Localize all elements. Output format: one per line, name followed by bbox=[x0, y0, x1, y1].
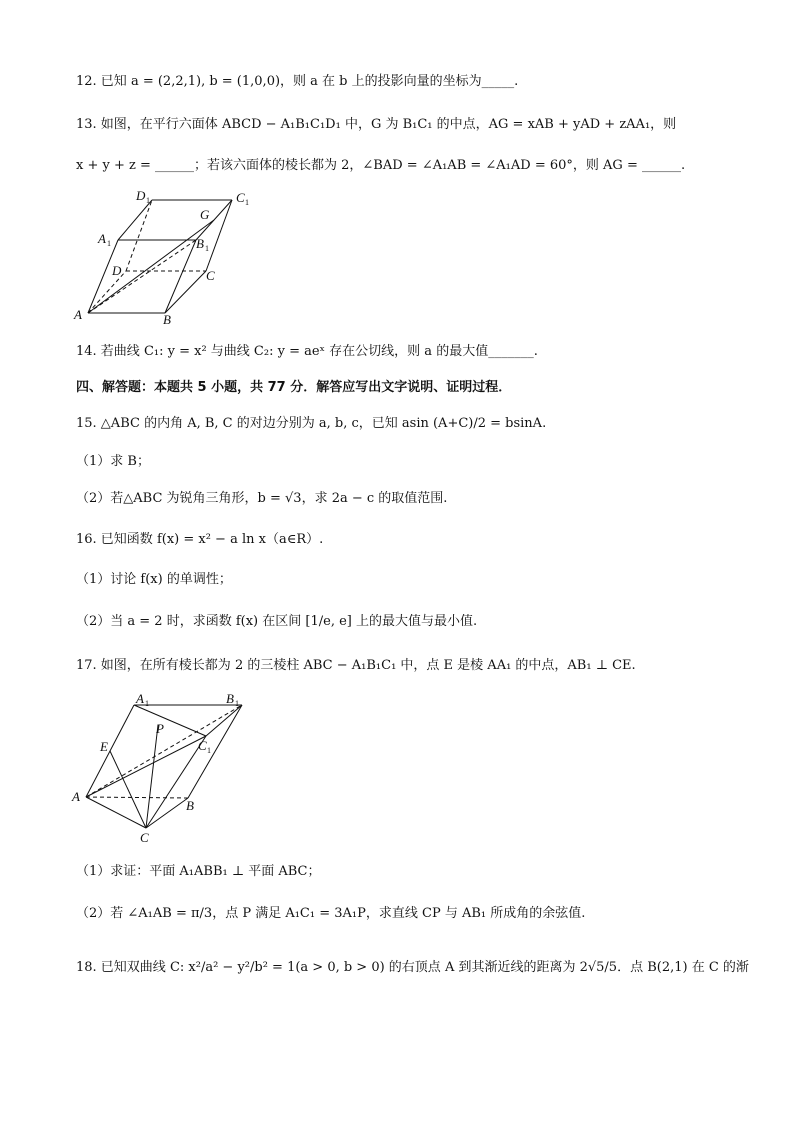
label-A: A bbox=[72, 789, 80, 804]
problem-16-part2: （2）当 a = 2 时，求函数 f(x) 在区间 [1/e, e] 上的最大值与最小值. bbox=[76, 614, 478, 629]
label-C1: C bbox=[236, 190, 245, 205]
svg-text:1: 1 bbox=[235, 699, 239, 708]
edge-A1D1 bbox=[118, 200, 152, 240]
label-A: A bbox=[74, 307, 82, 322]
problem-13-line1: 13. 如图，在平行六面体 ABCD − A₁B₁C₁D₁ 中，G 为 B₁C₁ 的中点，AG = xAB + yAD + zAA₁，则 bbox=[76, 117, 677, 132]
problem-12: 12. 已知 a = (2,2,1), b = (1,0,0)，则 a 在 b 上的投影向量的坐标为_____. bbox=[76, 74, 519, 89]
problem-15: 15. △ABC 的内角 A, B, C 的对边分别为 a, b, c，已知 asin (A+C)/2 = bsinA. bbox=[76, 416, 547, 431]
svg-text:1: 1 bbox=[245, 198, 249, 207]
diagonal-AB1-hidden bbox=[88, 240, 196, 313]
label-D: D bbox=[112, 263, 122, 278]
problem-17: 17. 如图，在所有棱长都为 2 的三棱柱 ABC − A₁B₁C₁ 中，点 E 是棱 AA₁ 的中点，AB₁ ⊥ CE. bbox=[76, 658, 636, 673]
label-P: P bbox=[156, 721, 164, 736]
problem-13-line2: x + y + z = ______；若该六面体的棱长都为 2，∠BAD = ∠A₁AB = ∠A₁AD = 60°，则 AG = ______. bbox=[76, 158, 686, 173]
label-B1: B bbox=[196, 236, 204, 251]
edge-BC bbox=[165, 271, 206, 313]
problem-15-part2: （2）若△ABC 为锐角三角形，b = √3，求 2a − c 的取值范围. bbox=[76, 491, 448, 506]
problem-16: 16. 已知函数 f(x) = x² − a ln x（a∈R）. bbox=[76, 532, 324, 547]
problem-15-part1: （1）求 B； bbox=[76, 454, 150, 469]
label-A1: A bbox=[136, 691, 144, 706]
svg-text:1: 1 bbox=[207, 746, 211, 755]
label-C: C bbox=[140, 830, 149, 845]
problem-14: 14. 若曲线 C₁: y = x² 与曲线 C₂: y = aeˣ 存在公切线，则 a 的最大值_______. bbox=[76, 344, 538, 359]
edge-AC bbox=[86, 797, 146, 828]
edge-A1C1 bbox=[134, 705, 206, 736]
label-A1: A bbox=[98, 231, 106, 246]
label-C: C bbox=[206, 268, 215, 283]
diagonal-AB1-hidden bbox=[86, 705, 242, 797]
label-E: E bbox=[100, 739, 108, 754]
edge-C1B1 bbox=[206, 705, 242, 736]
svg-text:1: 1 bbox=[205, 244, 209, 253]
svg-text:1: 1 bbox=[146, 196, 150, 205]
edge-DD1-hidden bbox=[126, 200, 152, 271]
svg-text:1: 1 bbox=[107, 239, 111, 248]
problem-16-part1: （1）讨论 f(x) 的单调性； bbox=[76, 572, 232, 587]
label-C1: C bbox=[198, 738, 207, 753]
label-B1: B bbox=[226, 691, 234, 706]
edge-CB bbox=[146, 798, 188, 828]
problem-18: 18. 已知双曲线 C: x²/a² − y²/b² = 1(a > 0, b > 0) 的右顶点 A 到其渐近线的距离为 2√5/5．点 B(2,1) 在 C 的渐 bbox=[76, 960, 749, 975]
label-G: G bbox=[200, 207, 210, 222]
svg-text:1: 1 bbox=[145, 699, 149, 708]
segment-EC bbox=[110, 751, 146, 828]
triangular-prism-figure bbox=[70, 688, 260, 848]
label-B: B bbox=[186, 798, 194, 813]
label-D1: D bbox=[136, 188, 146, 203]
problem-17-part1: （1）求证：平面 A₁ABB₁ ⊥ 平面 ABC； bbox=[76, 864, 321, 879]
edge-C1C bbox=[206, 200, 232, 271]
label-B: B bbox=[163, 312, 171, 327]
problem-17-part2: （2）若 ∠A₁AB = π/3，点 P 满足 A₁C₁ = 3A₁P，求直线 CP 与 AB₁ 所成角的余弦值. bbox=[76, 906, 586, 921]
section-heading: 四、解答题：本题共 5 小题，共 77 分．解答应写出文字说明、证明过程． bbox=[76, 380, 512, 395]
edge-AB-hidden bbox=[86, 797, 188, 798]
parallelepiped-figure bbox=[70, 188, 270, 328]
edge-BB1 bbox=[165, 240, 196, 313]
